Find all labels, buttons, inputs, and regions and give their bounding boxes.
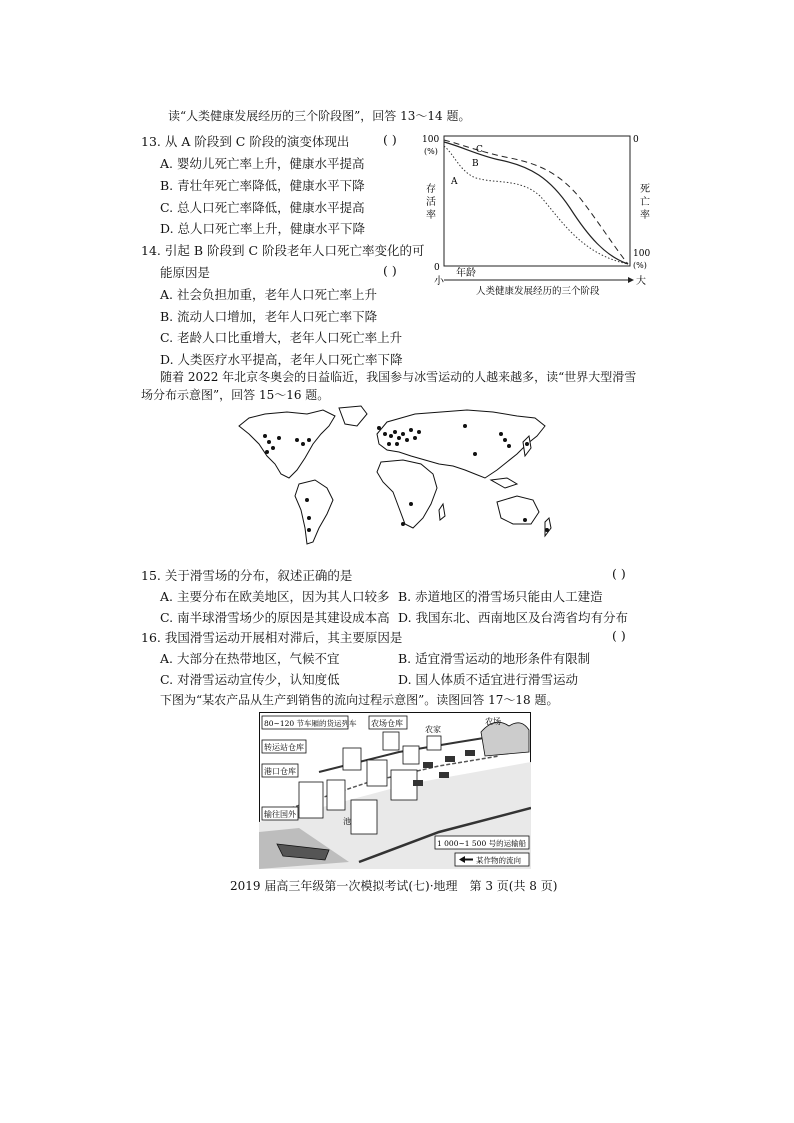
transfer-warehouse-building xyxy=(343,748,361,770)
farm-field xyxy=(481,722,529,756)
farmer-label: 农家 xyxy=(425,725,441,734)
ski-resort-dot xyxy=(401,522,405,526)
left-axis-unit: (%) xyxy=(424,147,438,156)
option-14d[interactable]: D. 人类医疗水平提高，老年人口死亡率下降 xyxy=(160,352,403,367)
export-label: 输往国外 xyxy=(264,810,296,819)
new-zealand xyxy=(545,518,551,536)
right-axis-char-1: 死 xyxy=(640,184,650,195)
question-13-stem: 13. 从 A 阶段到 C 阶段的演变体现出 xyxy=(141,134,350,149)
ski-resort-dot xyxy=(393,430,397,434)
greenland xyxy=(339,406,367,426)
left-axis-char-1: 存 xyxy=(426,184,436,195)
option-16c[interactable]: C. 对滑雪运动宣传少，认知度低 xyxy=(160,672,340,687)
madagascar xyxy=(439,504,445,520)
intro-text-2a: 随着 2022 年北京冬奥会的日益临近，我国参与冰雪运动的人越来越多，读“世界大型滑雪 xyxy=(160,370,637,384)
ski-resort-dot xyxy=(271,446,275,450)
option-16b[interactable]: B. 适宜滑雪运动的地形条件有限制 xyxy=(398,651,591,666)
ski-resort-dot xyxy=(395,442,399,446)
farm-warehouse-label: 农场仓库 xyxy=(371,719,403,728)
x-axis-start: 小 xyxy=(434,276,444,287)
option-13b[interactable]: B. 青壮年死亡率降低，健康水平下降 xyxy=(160,178,365,193)
world-ski-resort-map xyxy=(235,404,565,552)
ski-resort-dot xyxy=(503,438,507,442)
answer-blank-16[interactable]: ( ) xyxy=(612,628,626,643)
series-a-label: A xyxy=(451,177,458,187)
ship-label: 1 000~1 500 号的运输船 xyxy=(437,839,527,848)
right-axis-top: 0 xyxy=(633,135,639,145)
ski-resort-dot xyxy=(463,424,467,428)
series-c-label: C xyxy=(476,145,483,155)
port-label: 港口仓库 xyxy=(264,767,296,776)
left-axis-bottom: 0 xyxy=(434,263,440,273)
ski-resort-dot xyxy=(307,528,311,532)
ski-resort-dot xyxy=(387,442,391,446)
intro-text-2b: 场分布示意图”，回答 15～16 题。 xyxy=(141,388,330,402)
ski-resort-dot xyxy=(307,438,311,442)
ski-resort-dot xyxy=(507,444,511,448)
ski-resort-dot xyxy=(377,426,381,430)
port-silo-building xyxy=(351,800,377,834)
right-axis-char-3: 率 xyxy=(640,210,650,221)
farm-label: 农场 xyxy=(485,717,501,726)
health-stages-chart xyxy=(420,128,660,298)
pool-label: 池 xyxy=(343,817,351,826)
intro-text-3: 下图为“某农产品从生产到销售的流向过程示意图”。读图回答 17～18 题。 xyxy=(160,693,559,707)
port-warehouse-building xyxy=(327,780,345,810)
option-15d[interactable]: D. 我国东北、西南地区及台湾省均有分布 xyxy=(398,610,629,625)
africa xyxy=(377,460,437,528)
truck xyxy=(465,750,475,756)
farm-warehouse-building xyxy=(403,746,419,764)
chart-frame xyxy=(444,136,630,266)
ski-resort-dot xyxy=(473,452,477,456)
train-label: 80~120 节车厢的货运列车 xyxy=(264,719,357,728)
ski-resort-dot xyxy=(301,442,305,446)
truck xyxy=(423,762,433,768)
page-footer: 2019 届高三年级第一次模拟考试(七)·地理 第 3 页(共 8 页) xyxy=(230,879,558,893)
question-14-stem: 14. 引起 B 阶段到 C 阶段老年人口死亡率变化的可 xyxy=(141,243,425,258)
ski-resort-dot xyxy=(389,434,393,438)
chart-title: 人类健康发展经历的三个阶段 xyxy=(476,286,600,297)
ski-resort-dot xyxy=(523,518,527,522)
legend-label: 某作物的流向 xyxy=(476,856,521,865)
option-15c[interactable]: C. 南半球滑雪场少的原因是其建设成本高 xyxy=(160,610,390,625)
truck xyxy=(413,780,423,786)
intro-text: 读“人类健康发展经历的三个阶段图”，回答 13～14 题。 xyxy=(168,109,471,123)
ski-resort-dot xyxy=(409,502,413,506)
ski-resort-dot xyxy=(307,516,311,520)
ski-resort-dot xyxy=(409,428,413,432)
australia xyxy=(497,496,539,524)
truck xyxy=(439,772,449,778)
option-15a[interactable]: A. 主要分布在欧美地区，因为其人口较多 xyxy=(160,589,390,604)
north-america xyxy=(239,410,335,478)
right-axis-char-2: 亡 xyxy=(640,197,650,208)
ski-resort-dot xyxy=(397,436,401,440)
ski-resort-dot xyxy=(265,450,269,454)
se-asia-islands xyxy=(491,478,517,488)
option-16a[interactable]: A. 大部分在热带地区，气候不宜 xyxy=(160,651,340,666)
option-14b[interactable]: B. 流动人口增加，老年人口死亡率下降 xyxy=(160,309,378,324)
ski-resort-dot xyxy=(499,432,503,436)
transfer-warehouse-building xyxy=(367,760,387,786)
south-america xyxy=(295,480,333,544)
truck xyxy=(445,756,455,762)
option-13a[interactable]: A. 婴幼儿死亡率上升，健康水平提高 xyxy=(160,156,365,171)
option-14c[interactable]: C. 老龄人口比重增大，老年人口死亡率上升 xyxy=(160,330,403,345)
ski-resort-dot xyxy=(267,440,271,444)
series-b-label: B xyxy=(472,159,479,169)
right-axis-unit: (%) xyxy=(633,261,647,270)
ski-resort-dot xyxy=(525,442,529,446)
question-16-stem: 16. 我国滑雪运动开展相对滞后，其主要原因是 xyxy=(141,630,403,645)
ski-resort-dot xyxy=(295,438,299,442)
ski-resort-dot xyxy=(383,432,387,436)
left-axis-top: 100 xyxy=(422,135,440,145)
ski-resort-dot xyxy=(305,498,309,502)
ski-resort-dot xyxy=(413,436,417,440)
right-axis-bottom: 100 xyxy=(633,249,651,259)
option-14a[interactable]: A. 社会负担加重，老年人口死亡率上升 xyxy=(160,287,377,302)
x-axis-end: 大 xyxy=(636,276,646,287)
option-15b[interactable]: B. 赤道地区的滑雪场只能由人工建造 xyxy=(398,589,603,604)
answer-blank-15[interactable]: ( ) xyxy=(612,566,626,581)
farm-warehouse-building xyxy=(383,732,399,750)
option-13c[interactable]: C. 总人口死亡率降低，健康水平提高 xyxy=(160,200,365,215)
left-axis-char-3: 率 xyxy=(426,210,436,221)
port-warehouse-building xyxy=(299,782,323,818)
left-axis-label xyxy=(426,182,436,221)
ski-resort-dot xyxy=(405,438,409,442)
question-14-stem-cont: 能原因是 xyxy=(160,265,211,280)
arrow-right-icon xyxy=(628,277,634,283)
ski-resort-dot xyxy=(545,528,549,532)
ski-resort-dot xyxy=(417,430,421,434)
ski-resort-dot xyxy=(401,432,405,436)
crop-flow-diagram xyxy=(259,712,531,869)
question-15-stem: 15. 关于滑雪场的分布，叙述正确的是 xyxy=(141,568,353,583)
left-axis-char-2: 活 xyxy=(426,197,436,208)
x-axis-label: 年龄 xyxy=(456,268,476,279)
option-13d[interactable]: D. 总人口死亡率上升，健康水平下降 xyxy=(160,221,366,236)
farmhouse-building xyxy=(427,736,441,750)
right-axis-label xyxy=(640,183,650,221)
answer-blank-13[interactable]: ( ) xyxy=(383,132,397,147)
ski-resort-dot xyxy=(277,436,281,440)
continents xyxy=(239,406,551,544)
answer-blank-14[interactable]: ( ) xyxy=(383,263,397,278)
transfer-label: 转运站仓库 xyxy=(264,743,304,752)
ski-resort-dot xyxy=(263,434,267,438)
option-16d[interactable]: D. 国人体质不适宜进行滑雪运动 xyxy=(398,672,579,687)
